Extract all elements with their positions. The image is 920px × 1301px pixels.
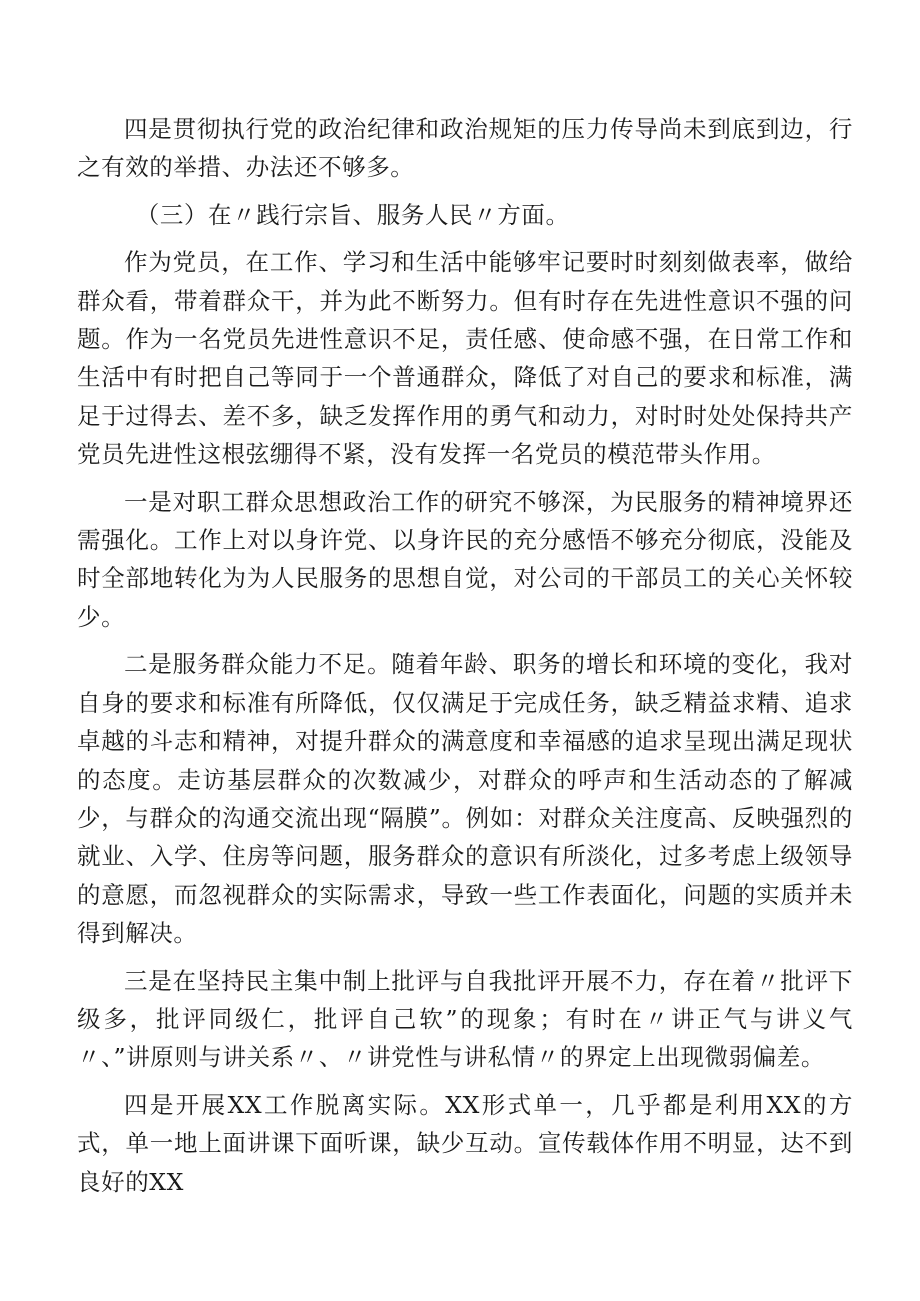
document-body xyxy=(77,110,853,1210)
paragraph-point-four-xx-work: 四是开展XX工作脱离实际。XX形式单一，几乎都是利用XX的方式，单一地上面讲课下面听课，缺少互动。宣传载体作用不明显，达不到良好的XX xyxy=(77,1090,853,1196)
paragraph-point-one: 一是对职工群众思想政治工作的研究不够深，为民服务的精神境界还需强化。工作上对以身许党、以身许民的充分感悟不够充分彻底，没能及时全部地转化为为人民服务的思想自觉，对公司的干部员工的关心关怀较少。 xyxy=(77,487,853,631)
paragraph-point-two: 二是服务群众能力不足。随着年龄、职务的增长和环境的变化，我对自身的要求和标准有所降低，仅仅满足于完成任务，缺乏精益求精、追求卓越的斗志和精神，对提升群众的满意度和幸福感的追求呈现出满足现状的态度。走访基层群众的次数减少，对群众的呼声和生活动态的了解减少，与群众的沟通交流出现“隔膜”。例如：对群众关注度高、反映强烈的就业、入学、住房等问题，服务群众的意识有所淡化，过多考虑上级领导的意愿，而忽视群众的实际需求，导致一些工作表面化，问题的实质并未得到解决。 xyxy=(77,650,853,948)
section-heading-serve-people: （三）在〃践行宗旨、服务人民〃方面。 xyxy=(135,200,570,229)
paragraph-party-member-role: 作为党员，在工作、学习和生活中能够牢记要时时刻刻做表率，做给群众看，带着群众干，并为此不断努力。但有时存在先进性意识不强的问题。作为一名党员先进性意识不足，责任感、使命感不强，在日常工作和生活中有时把自己等同于一个普通群众，降低了对自己的要求和标准，满足于过得去、差不多，缺乏发挥作用的勇气和动力，对时时处处保持共产党员先进性这根弦绷得不紧，没有发挥一名党员的模范带头作用。 xyxy=(77,248,853,469)
paragraph-point-three: 三是在坚持民主集中制上批评与自我批评开展不力，存在着〃批评下级多，批评同级仁，批评自己软”的现象；有时在〃讲正气与讲义气〃、”讲原则与讲关系〃、〃讲党性与讲私情〃的界定上出现微弱偏差。 xyxy=(77,966,853,1072)
paragraph-point-four-discipline: 四是贯彻执行党的政治纪律和政治规矩的压力传导尚未到底到边，行之有效的举措、办法还不够多。 xyxy=(77,115,853,182)
